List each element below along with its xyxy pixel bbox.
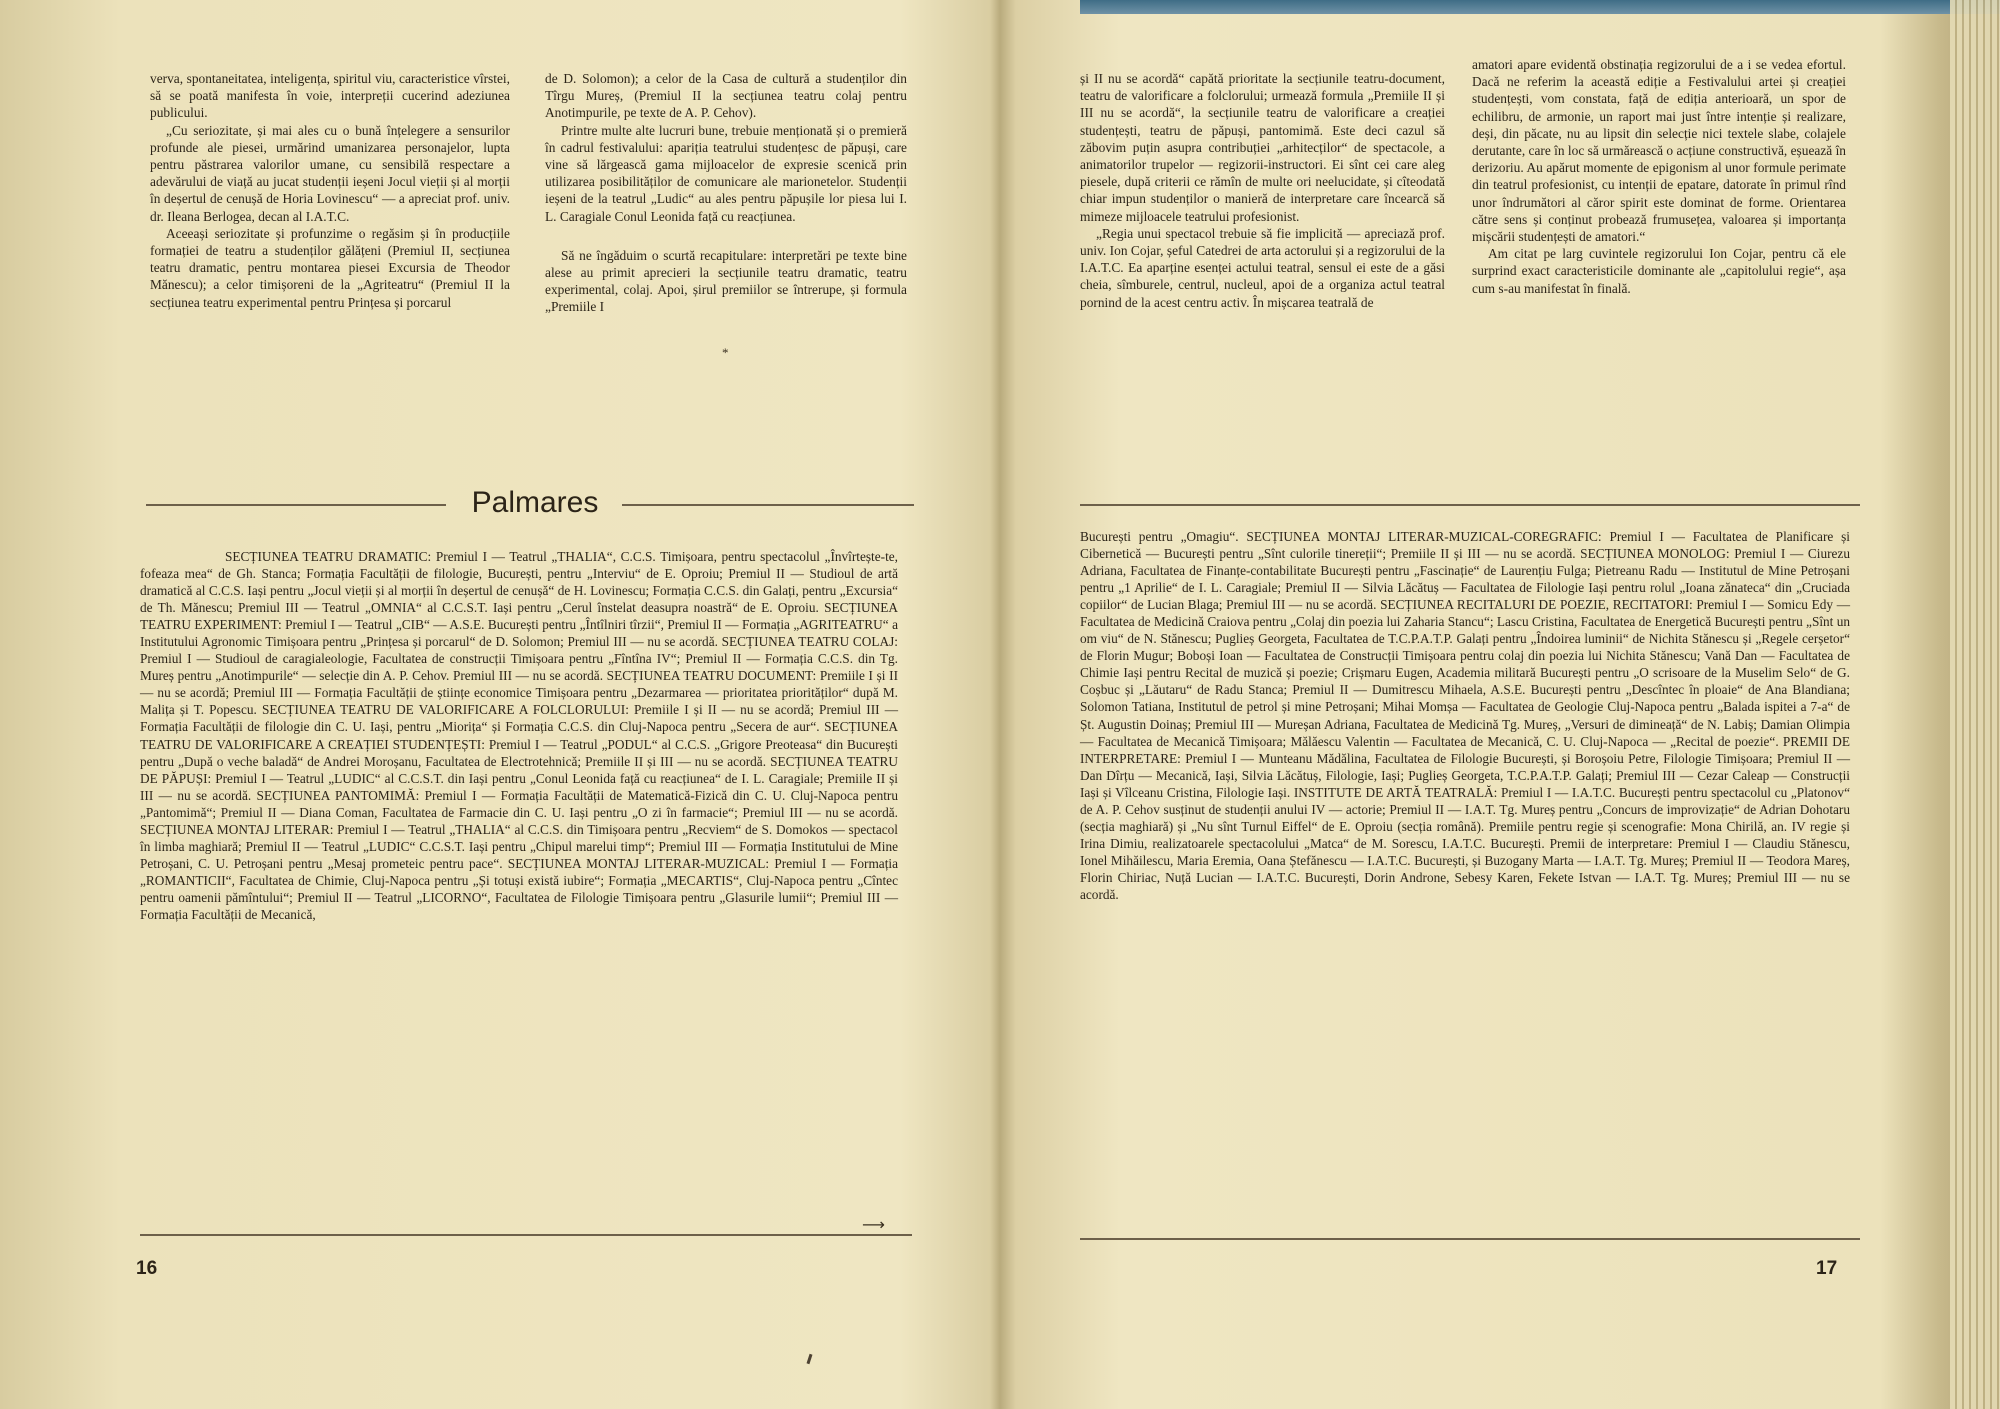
page-number-left: 16 [136,1258,158,1279]
left-column-2 [545,70,907,316]
paragraph: amatori apare evidentă obstinația regizorului de a i se vedea efortul. Dacă ne referim la această ediție a Festivalului artei și creației studențești, vom constata, față de ediția anterioară, un spor de echilibru, de armonie, un raport mai just între intenție și realizare, deși, din păcate, nu au lipsit din selecție nici textele slabe, colajele derutante, care în loc să urmărească o acțiune constructivă, eșuează în derizoriu. Au apărut momente de epigonism al unor formule perimate din teatrul profesionist, cu intenții de epatare, datorate în primul rînd unor îndrumători al căror spirit este dominat de forme. Orientarea către sens și conținut probează frumusețea, valoarea și importanța mișcării studențești de amatori.“ [1472,57,1847,245]
left-column-1 [150,70,510,311]
paragraph: „Regia unui spectacol trebuie să fie implicită — apreciază prof. univ. Ion Cojar, șeful Catedrei de arta actorului și a regizorului de la I.A.T.C. Ea aparține esenței actului teatral, sensul ei este de a găsi cheia, sîmburele, centrul, nucleul, apoi de a organiza actul teatral pornind de la acest centru activ. În mișcarea teatrală de [1080,225,1445,310]
palmares-list-left: SECȚIUNEA TEATRU DRAMATIC: Premiul I — Teatrul „THALIA“, C.C.S. Timișoara, pentru spectacolul „Învîrtește-te, fofeaza mea“ de Gh. Stanca; Formația Facultății de filologie, București, pentru „Interviu“ de E. Oproiu; Premiul II — Studioul de artă dramatică al C.C.S. Iași pentru „Jocul vieții și al morții în deșertul de cenușă“ de H. Lovinescu; Formația C.C.S. din Galați, pentru „Excursia“ de Th. Mănescu; Premiul III — Teatrul „OMNIA“ al C.C.S.T. Iași pentru „Cerul înstelat deasupra noastră“ de E. Oproiu. SECȚIUNEA TEATRU EXPERIMENT: Premiul I — Teatrul „CIB“ — A.S.E. București pentru „Întîlniri tîrzii“, Premiul II — Formația „AGRITEATRU“ a Institutului Agronomic Timișoara pentru „Prințesa și porcarul“ de D. Solomon; Premiul III — nu se acordă. SECȚIUNEA TEATRU COLAJ: Premiul I — Studioul de caragialeologie, Facultatea de construcții Timișoara pentru „Fîntîna IV“; Premiul II — Formația C.C.S. din Tg. Mureș pentru „Anotimpurile“ — selecție din A. P. Cehov. Premiul III — nu se acordă. SECȚIUNEA TEATRU DOCUMENT: Premiile I și II — nu se acordă; Premiul III — Formația Facultății de științe economice Timișoara pentru „Dezarmarea — prioritatea priorităților“ după M. Malița și T. Popescu. SECȚIUNEA TEATRU DE VALORIFICARE A FOLCLORULUI: Premiile I și II — nu se acordă; Premiul III — Formația Facultății de filologie din C. U. Iași, pentru „Miorița“ și Formația C.C.S. din Cluj-Napoca pentru „Secera de aur“. SECȚIUNEA TEATRU DE VALORIFICARE A CREAȚIEI STUDENȚEȘTI: Premiul I — Teatrul „PODUL“ al C.C.S. „Grigore Preoteasa“ din București pentru „După o veche baladă“ de Andrei Moroșanu, Facultatea de Electrotehnică; Premiile II și III — nu se acordă. SECȚIUNEA TEATRU DE PĂPUȘI: Premiul I — Teatrul „LUDIC“ al C.C.S.T. din Iași pentru „Conul Leonida față cu reacțiunea“ de I. L. Caragiale; Premiile II și III — nu se acordă. SECȚIUNEA PANTOMIMĂ: Premiul I — Formația Facultății de Matematică-Fizică din C. U. Cluj-Napoca pentru „Pantomimă“; Premiul II — Diana Coman, Facultatea de Farmacie din C. U. Iași pentru „O zi în farmacie“; Premiul III — nu se acordă. SECȚIUNEA MONTAJ LITERAR: Premiul I — Teatrul „THALIA“ al C.C.S. din Timișoara pentru „Recviem“ de S. Domokos — spectacol în limba maghiară; Premiul II — Teatrul „LUDIC“ C.C.S.T. Iași pentru „Chipul marelui timp“; Premiul III — Formația Institutului de Mine Petroșani, C. U. Petroșani pentru „Mesaj prometeic pentru pace“. SECȚIUNEA MONTAJ LITERAR-MUZICAL: Premiul I — Formația „ROMANTICII“, Facultatea de Chimie, Cluj-Napoca pentru „Și totuși există iubire“; Formația „MECARTIS“, Cluj-Napoca pentru „Cîntec pentru oamenii pămîntului“; Premiul II — Teatrul „LICORNO“, Facultatea de Filologie Timișoara pentru „Glasurile lumii“; Premiul III — Formația Facultății de Mecanică, [140,549,898,922]
top-rule-right [1080,504,1860,506]
paragraph: „Cu seriozitate, și mai ales cu o bună înțelegere a sensurilor profunde ale piesei, urmărind umanizarea personajelor, lupta pentru păstrarea valorilor umane, cu sensibilă respectare a adevărului de viață au jucat studenții ieșeni Jocul vieții și al morții în deșertul de cenușă de Horia Lovinescu“ — a apreciat prof. univ. dr. Ileana Berlogea, decan al I.A.T.C. [150,122,510,224]
paragraph: verva, spontaneitatea, inteligența, spiritul viu, caracteristice vîrstei, să se poată manifesta în voie, interpreții cucerind adeziunea publicului. [150,71,510,121]
right-column-2 [1472,56,1846,297]
paragraph: de D. Solomon); a celor de la Casa de cultură a studenților din Tîrgu Mureș, (Premiul II la secțiunea teatru colaj pentru Anotimpurile, pe texte de A. P. Cehov). [545,71,907,121]
left-page [0,0,985,1409]
bottom-rule-right [1080,1238,1860,1240]
right-column-1 [1080,70,1445,311]
continued-arrow: ⟶ [862,1215,885,1234]
title-rule-right [622,504,914,506]
paragraph: Aceeași seriozitate și profunzime o regăsim și în producțiile formației de teatru a studenților gălățeni (Premiul II, secțiunea teatru dramatic, pentru montarea piesei Excursia de Theodor Mănescu); a celor timișoreni de la „Agriteatru“ (Premiul II la secțiunea teatru experimental pentru Prințesa și porcarul [150,225,510,310]
paragraph: Printre multe alte lucruri bune, trebuie menționată și o premieră în cadrul festivalului: apariția teatrului studențesc de păpuși, care vine să lărgească gama mijloacelor de expresie scenică prin utilizarea posibilităților de comunicare ale marionetelor. Studenții ieșeni de la teatrul „Ludic“ au ales pentru păpușile lor piesa lui I. L. Caragiale Conul Leonida față cu reacțiunea. [545,122,907,224]
palmares-title: Palmares [471,486,599,519]
paragraph: Am citat pe larg cuvintele regizorului Ion Cojar, pentru că ele surprind exact caracteristicile dominante ale „capitolului regie“, așa cum s-au manifestat în finală. [1472,246,1846,296]
title-rule-left [146,504,446,506]
palmares-list-right: București pentru „Omagiu“. SECȚIUNEA MONTAJ LITERAR-MUZICAL-COREGRAFIC: Premiul I — Facultatea de Planificare și Cibernetică — București pentru „Sînt culorile tinereții“; Premiile II și III — nu se acordă. SECȚIUNEA MONOLOG: Premiul I — Ciurezu Adriana, Facultatea de Finanțe-contabilitate București pentru „Fascinație“ de Laurențiu Fulga; Pietreanu Radu — Institutul de Mine Petroșani pentru „1 Aprilie“ de I. L. Caragiale; Premiul II — Silvia Lăcătuș — Facultatea de Filologie Iași pentru rolul „Ioana zănateca“ din „Cruciada copiilor“ de Lucian Blaga; Premiul III — nu se acordă. SECȚIUNEA RECITALURI DE POEZIE, RECITATORI: Premiul I — Somicu Edy — Facultatea de Medicină Craiova pentru „Colaj din poezia lui Zaharia Stancu“; Lascu Cristina, Facultatea de Energetică București pentru „Sînt un om viu“ de N. Stănescu; Puglieș Georgeta, Facultatea de T.C.P.A.T.P. Galați pentru „Îndoirea luminii“ de Nichita Stănescu și „Regele cerșetor“ de Florin Mugur; Boboși Ioan — Facultatea de Construcții Timișoara pentru colaj din poezia lui Nichita Stănescu; Vană Dan — Facultatea de Chimie Iași pentru Recital de muzică și poezie; Crișmaru Eugen, Academia militară București pentru „O scrisoare de la Muselim Selo“ de G. Coșbuc și „Lăutaru“ de Radu Stanca; Premiul II — Dumitrescu Mihaela, A.S.E. București pentru „Descîntec în ploaie“ de Ana Blandiana; Solomon Tatiana, Institutul de petrol și mine Petroșani; Mihai Momșa — Facultatea de Geologie Cluj-Napoca pentru „Balada ispitei a 7-a“ de Șt. Augustin Doinaș; Premiul III — Mureșan Adriana, Facultatea de Medicină Tg. Mureș, „Versuri de dimineață“ de N. Labiș; Damian Olimpia — Facultatea de Mecanică Timișoara; Mălăescu Valentin — Facultatea de Mecanică, C. U. Cluj-Napoca — „Recital de poezie“. PREMII DE INTERPRETARE: Premiul I — Munteanu Mădălina, Facultatea de Filologie București, și Boroșoiu Petre, Filologie Timișoara; Premiul II — Dan Dîrțu — Mecanică, Iași, Silvia Lăcătuș, Filologie, Iași; Puglieș Georgeta, T.C.P.A.T.P. Galați; Premiul III — Cezar Caleap — Construcții Iași și Vîlceanu Cristina, Filologie Iași. INSTITUTE DE ARTĂ TEATRALĂ: Premiul I — I.A.T.C. București pentru spectacolul cu „Platonov“ de A. P. Cehov susținut de studenții anului IV — actorie; Premiul II — I.A.T. Tg. Mureș pentru „Concurs de improvizație“ de Adrian Dohotaru (secția maghiară) și „Nu sînt Turnul Eiffel“ de E. Oproiu (secția română). Premiile pentru regie și scenografie: Mona Chirilă, an. IV regie și Irina Dimiu, realizatoarele spectacolului „Matca“ de M. Sorescu, I.A.T.C. București. Premii de interpretare: Premiul I — Claudiu Stănescu, Ionel Mihăilescu, Maria Eremia, Oana Ștefănescu — I.A.T.C. București, și Buzogany Marta — I.A.T. Tg. Mureș; Premiul II — Teodora Mareș, Florin Chiriac, Nuță Lucian — I.A.T.C. București, Dorin Androne, Sebesy Karen, Fekete Istvan — I.A.T. Tg. Mureș; Premiul III — nu se acordă. [1080,529,1850,902]
print-mark [807,1354,813,1364]
page-number-right: 17 [1816,1258,1838,1279]
paragraph: și II nu se acordă“ capătă prioritate la secțiunile teatru-document, teatru de valorificare a folclorului; urmează formula „Premiile II și III nu se acordă“, la secțiunile teatru de valorificare a creației studențești, teatru de păpuși, pantomimă. Este deci cazul să zăbovim puțin asupra contribuției „arhitecților“ de spectacole, a animatorilor trupelor — regizorii-instructori. Ei sînt cei care aleg piesele, după criterii ce rămîn de multe ori neelucidate, și cîteodată chiar impun studenților o manieră de interpretare care încearcă să mimeze mijloacele teatrului profesionist. [1080,71,1445,224]
bottom-rule-left [140,1234,912,1236]
right-page [1010,0,1970,1409]
paragraph: Să ne îngăduim o scurtă recapitulare: interpretări pe texte bine alese au primit aprecieri la secțiunile teatru dramatic, teatru experimental, colaj. Apoi, șirul premiilor se întrerupe, și formula „Premiile I [545,247,907,315]
section-star: * [722,345,729,360]
